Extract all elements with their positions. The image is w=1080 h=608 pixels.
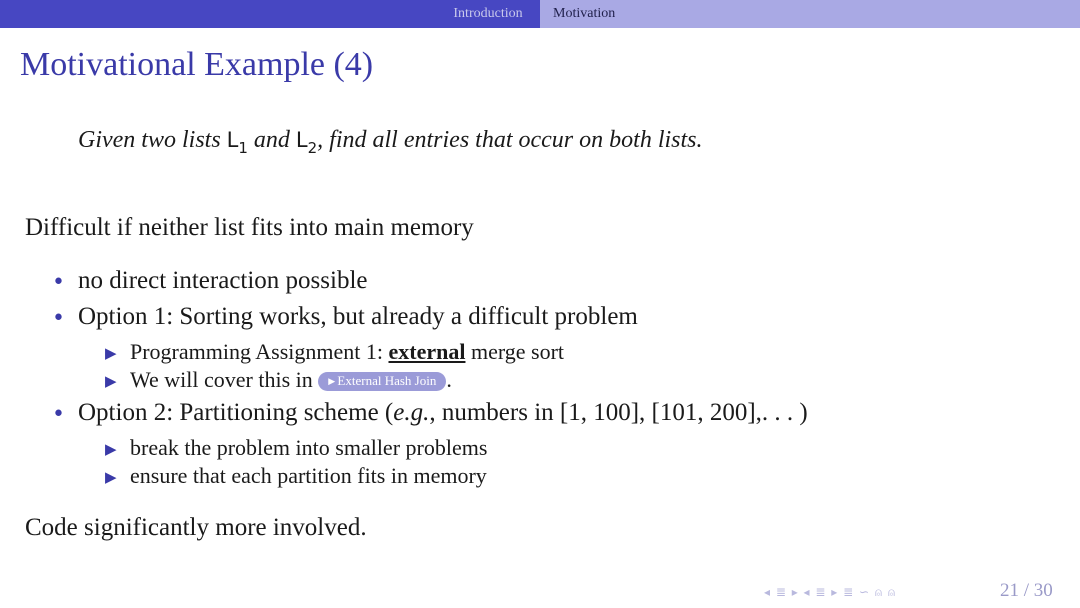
sub-bullet-triangle: ▶ [105, 468, 117, 486]
nav-section-introduction[interactable]: Introduction [436, 0, 540, 28]
bullet-option-2 [78, 399, 808, 427]
section-nav-bar [0, 0, 1080, 28]
list-l2-symbol: L [295, 128, 308, 152]
conclusion-statement: Code significantly more involved. [25, 514, 367, 541]
sub-bullet-break-problem: break the problem into smaller problems [130, 435, 488, 460]
sub-bullet-triangle: ▶ [105, 344, 117, 362]
sub-bullet-programming-assignment [130, 339, 564, 365]
sub-bullet-triangle: ▶ [105, 440, 117, 458]
sub-bullet-cover-prefix: We will cover this in [130, 367, 319, 392]
sub-bullet-pa-prefix: Programming Assignment 1: [130, 339, 389, 364]
list-l2-subscript: 2 [307, 138, 318, 157]
bullet-option-1: Option 1: Sorting works, but already a difficult problem [78, 303, 638, 330]
bullet-dot: • [52, 270, 65, 295]
sub-bullet-cover-suffix: . [446, 367, 452, 392]
problem-text-3: , find all entries that occur on both lists. [317, 127, 703, 153]
option-2-eg: e.g. [393, 399, 430, 426]
sub-bullet-pa-suffix: merge sort [465, 339, 565, 364]
difficulty-statement: Difficult if neither list fits into main memory [25, 214, 474, 241]
option-2-suffix: , numbers in [1, 100], [101, 200],. . . ) [429, 399, 808, 426]
page-number: 21 / 30 [1000, 580, 1053, 601]
sub-bullet-cover-later [130, 367, 452, 393]
link-arrow-icon: ▶ [328, 376, 338, 386]
nav-bar-fill [0, 0, 436, 28]
slide-title: Motivational Example (4) [20, 46, 374, 83]
beamer-navigation-controls[interactable]: ◂ ≣ ▸ ◂ ≣ ▸ ≣ ∽ ⍝ ⍝ [764, 585, 897, 599]
problem-text-2: and [247, 127, 296, 153]
external-hash-join-link[interactable] [318, 372, 446, 391]
bullet-dot: • [52, 402, 65, 427]
sub-bullet-partition-fits: ensure that each partition fits in memory [130, 463, 487, 488]
list-l1-symbol: L [226, 128, 239, 152]
bullet-no-direct-interaction: no direct interaction possible [78, 267, 368, 294]
external-emphasis: external [388, 339, 466, 364]
external-hash-join-label: External Hash Join [337, 373, 437, 388]
list-l1-subscript: 1 [238, 138, 248, 157]
problem-text-1: Given two lists [78, 127, 227, 153]
sub-bullet-triangle: ▶ [105, 372, 117, 390]
option-2-prefix: Option 2: Partitioning scheme ( [78, 399, 394, 426]
bullet-dot: • [52, 306, 65, 331]
problem-statement [78, 127, 703, 157]
nav-section-motivation[interactable]: Motivation [540, 0, 1080, 28]
